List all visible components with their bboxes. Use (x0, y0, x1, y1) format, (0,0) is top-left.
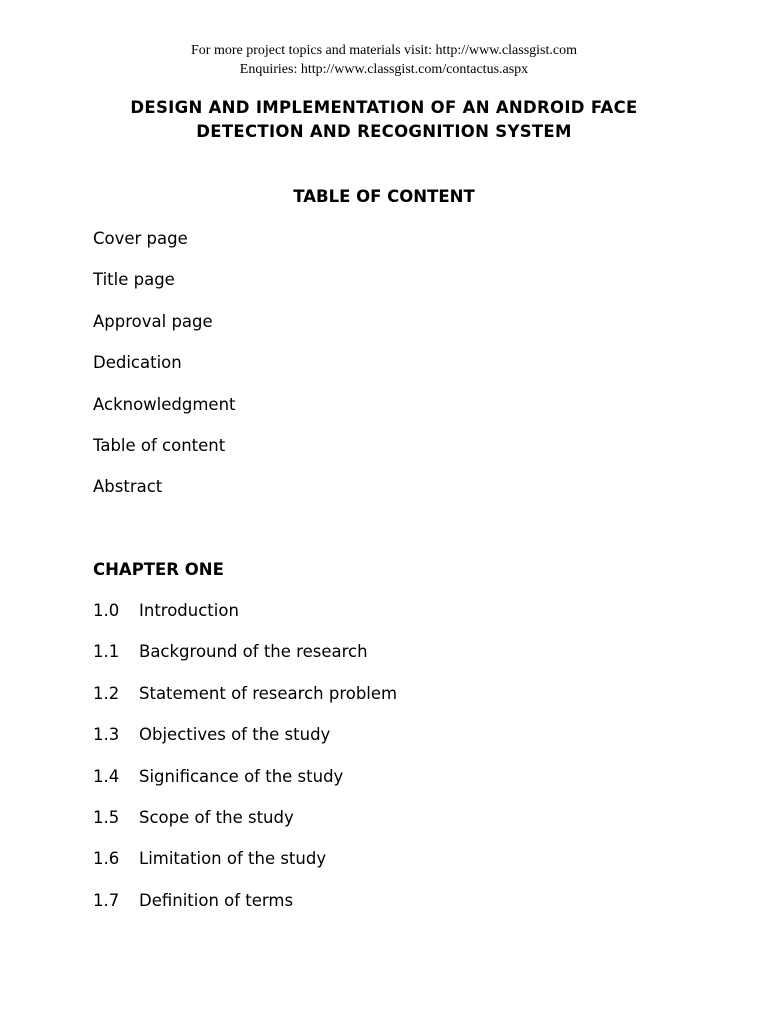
document-title-line-1: DESIGN AND IMPLEMENTATION OF AN ANDROID FACE (130, 98, 638, 117)
toc-heading: TABLE OF CONTENT (293, 187, 475, 206)
toc-item-acknowledgment: Acknowledgment (93, 395, 236, 414)
section-title: Statement of research problem (139, 684, 398, 703)
toc-item-dedication: Dedication (93, 353, 182, 372)
section-title: Introduction (139, 601, 239, 620)
section-number: 1.3 (93, 725, 120, 744)
header-enquiries-line: Enquiries: http://www.classgist.com/contactus.aspx (239, 62, 529, 77)
toc-item-title-page: Title page (93, 270, 175, 289)
section-number: 1.7 (93, 891, 120, 910)
document-title-line-2: DETECTION AND RECOGNITION SYSTEM (196, 122, 572, 141)
toc-item-approval-page: Approval page (93, 312, 213, 331)
section-title: Significance of the study (139, 767, 344, 786)
toc-item-cover-page: Cover page (93, 229, 188, 248)
section-number: 1.6 (93, 849, 120, 868)
section-number: 1.1 (93, 642, 120, 661)
section-number: 1.2 (93, 684, 120, 703)
section-number: 1.0 (93, 601, 120, 620)
toc-item-table-of-content: Table of content (93, 436, 226, 455)
section-title: Background of the research (139, 642, 368, 661)
section-title: Definition of terms (139, 891, 294, 910)
section-title: Objectives of the study (139, 725, 331, 744)
chapter-one-heading: CHAPTER ONE (93, 560, 224, 579)
section-title: Limitation of the study (139, 849, 327, 868)
section-number: 1.4 (93, 767, 120, 786)
section-number: 1.5 (93, 808, 120, 827)
header-promo-line: For more project topics and materials visit: http://www.classgist.com (191, 43, 577, 58)
toc-item-abstract: Abstract (93, 477, 163, 496)
section-title: Scope of the study (139, 808, 294, 827)
